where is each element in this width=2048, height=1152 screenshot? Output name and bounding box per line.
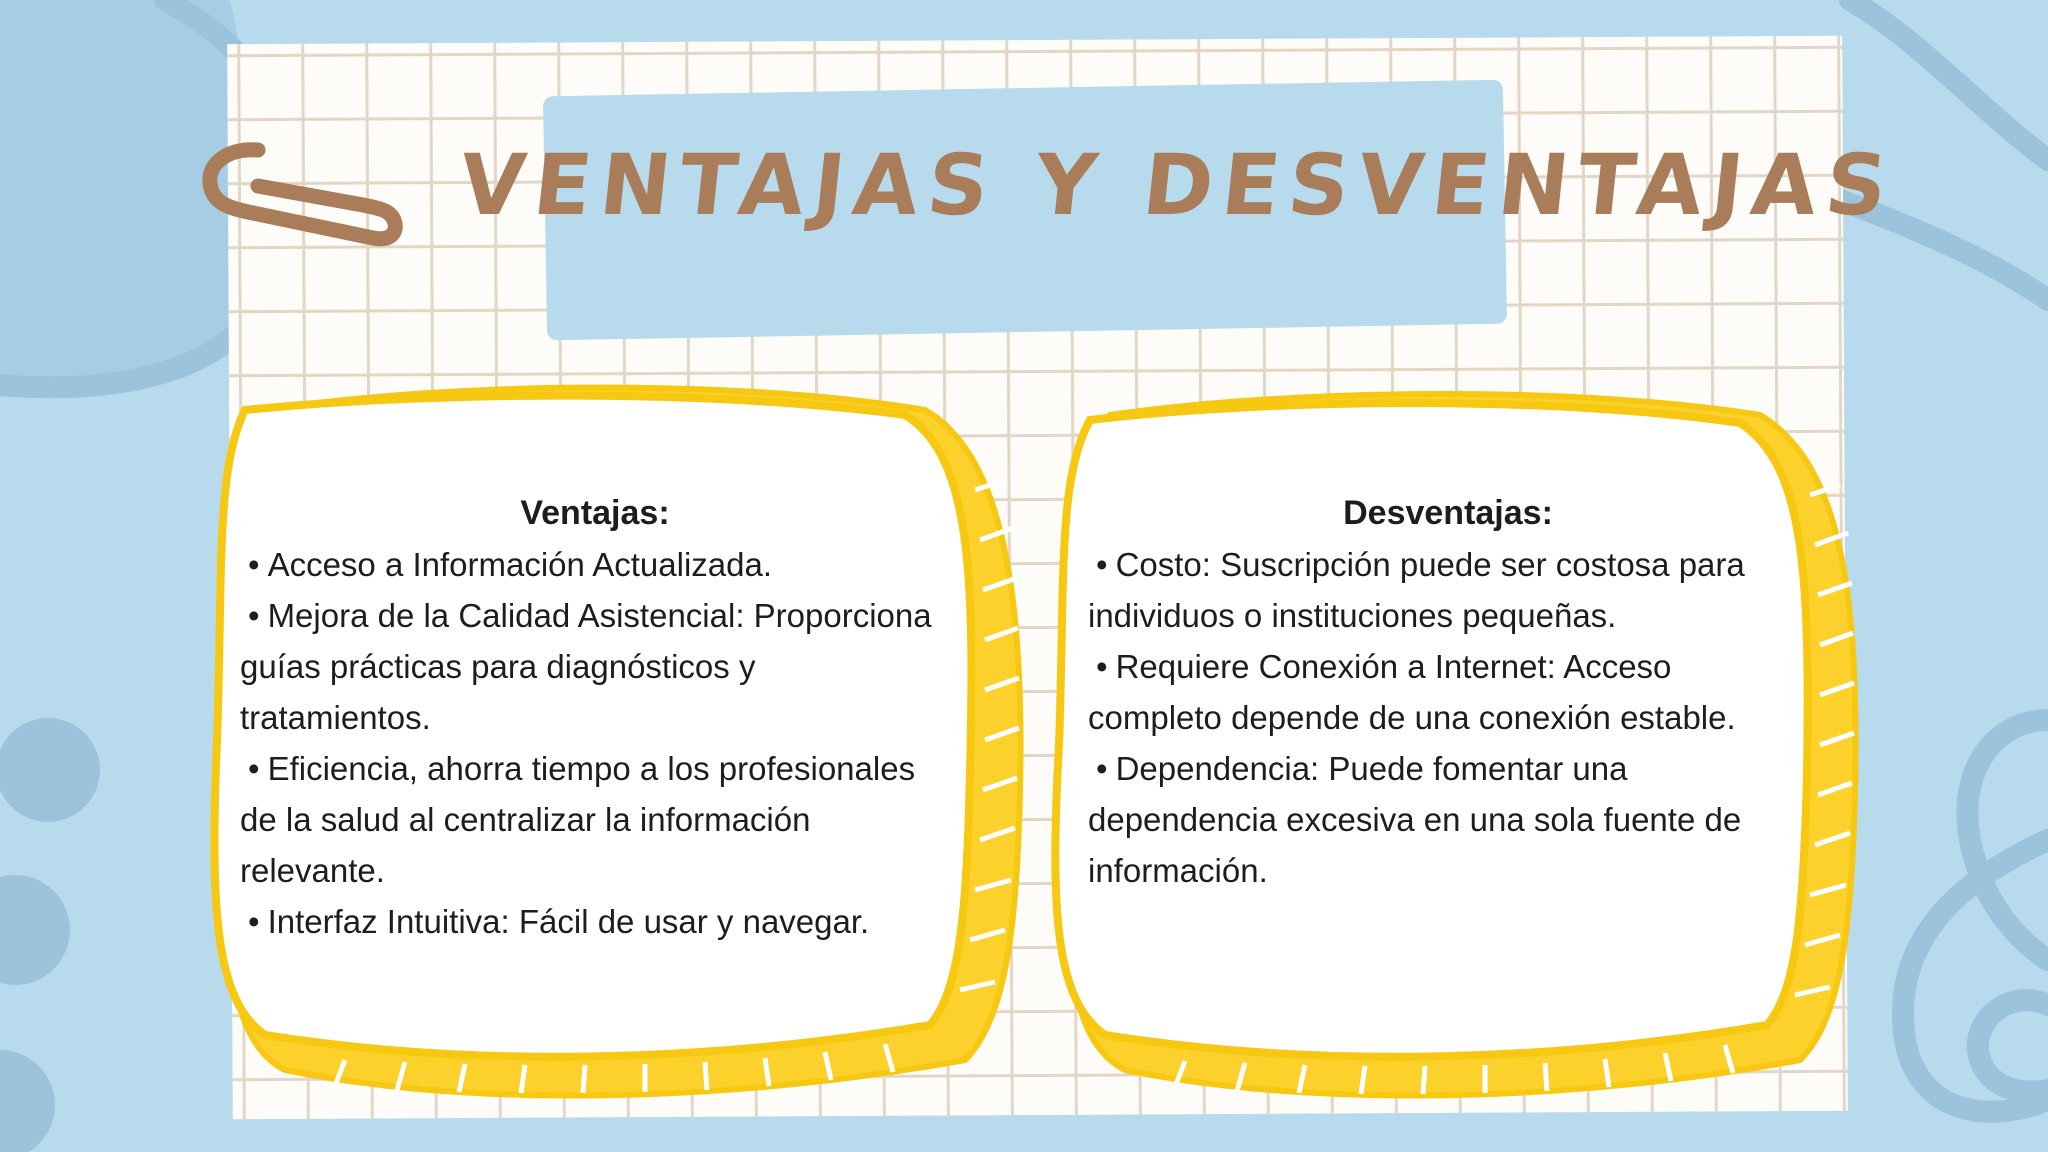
dot-decoration (0, 1050, 55, 1152)
list-item: • Requiere Conexión a Internet: Acceso completo depende de una conexión estable. (1088, 648, 1736, 736)
disadvantages-list (1088, 539, 1808, 896)
list-item: • Eficiencia, ahorra tiempo a los profesionales de la salud al centralizar la información relevante. (240, 750, 916, 889)
disadvantages-heading: Desventajas: (1343, 494, 1553, 532)
dot-decoration (0, 875, 70, 985)
list-item: • Interfaz Intuitiva: Fácil de usar y navegar. (248, 903, 870, 940)
list-item: • Dependencia: Puede fomentar una dependencia excesiva en una sola fuente de información. (1088, 750, 1742, 889)
list-item: • Mejora de la Calidad Asistencial: Proporciona guías prácticas para diagnósticos y tratamientos. (240, 597, 932, 736)
advantages-list (240, 539, 950, 947)
page-title: VENTAJAS Y DESVENTAJAS (454, 136, 1901, 234)
advantages-card (240, 488, 950, 947)
disadvantages-card (1088, 488, 1808, 896)
list-item: • Costo: Suscripción puede ser costosa para individuos o instituciones pequeñas. (1088, 546, 1745, 634)
dot-decoration (0, 718, 100, 822)
swirl-line (1978, 1000, 2048, 1092)
list-item: • Acceso a Información Actualizada. (248, 546, 773, 583)
advantages-heading: Ventajas: (520, 494, 670, 532)
paperclip-icon (198, 138, 408, 248)
